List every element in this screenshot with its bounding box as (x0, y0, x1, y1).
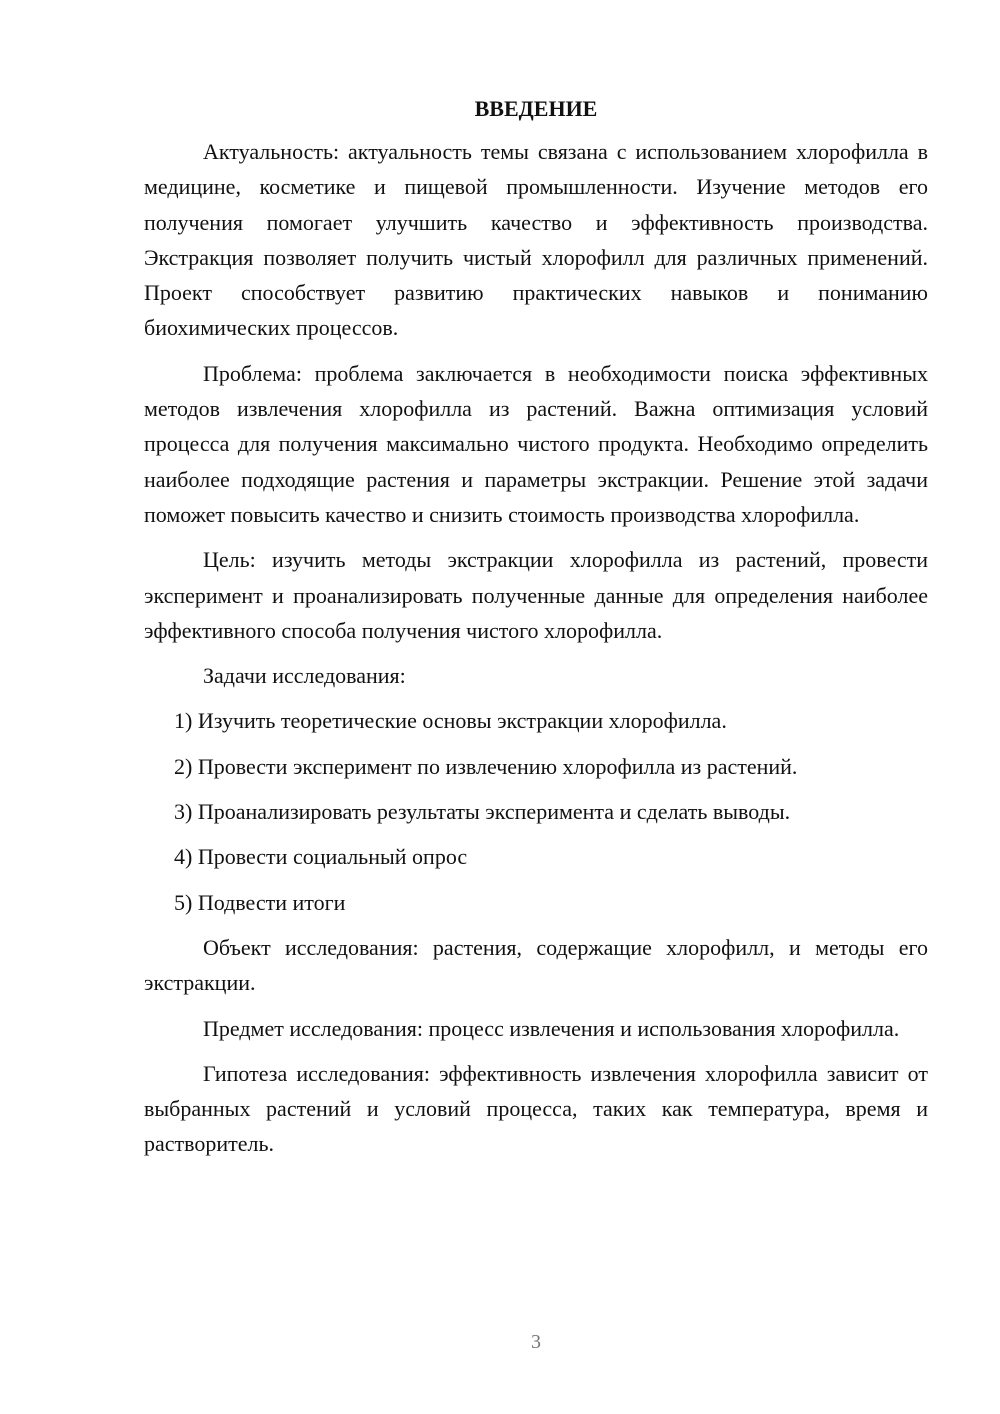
subject-paragraph: Предмет исследования: процесс извлечения и использования хлорофилла. (203, 1015, 900, 1041)
object-paragraph: Объект исследования: растения, содержащие хлорофилл, и методы его экстракции. (144, 934, 928, 996)
goal-paragraph: Цель: изучить методы экстракции хлорофилла из растений, провести эксперимент и проанализировать полученные данные для определения наиболее эффективного способа получения чистого хлорофилла. (144, 547, 928, 643)
page-number: 3 (531, 1331, 541, 1353)
hypothesis-paragraph: Гипотеза исследования: эффективность извлечения хлорофилла зависит от выбранных растений и условий процесса, таких как температура, время и растворитель. (144, 1060, 928, 1157)
section-heading: ВВЕДЕНИЕ (474, 96, 598, 121)
tasks-title: Задачи исследования: (203, 663, 406, 689)
document-page (144, 92, 928, 1172)
task-item-1: 1) Изучить теоретические основы экстракции хлорофилла. (174, 708, 727, 734)
task-item-3: 3) Проанализировать результаты эксперимента и сделать выводы. (174, 799, 791, 825)
problem-paragraph: Проблема: проблема заключается в необходимости поиска эффективных методов извлечения хлорофилла из растений. Важна оптимизация условий процесса для получения максимально чистого продукта. Необходимо определить наиболее подходящие растения и параметры экстракции. Решение этой задачи поможет повысить качество и снизить стоимость производства хлорофилла. (144, 360, 928, 527)
task-item-2: 2) Провести эксперимент по извлечению хлорофилла из растений. (174, 753, 798, 779)
relevance-paragraph: Актуальность: актуальность темы связана с использованием хлорофилла в медицине, косметике и пищевой промышленности. Изучение методов его получения помогает улучшить качество и эффективность производства. Экстракция позволяет получить чистый хлорофилл для различных применений. Проект способствует развитию практических навыков и пониманию биохимических процессов. (144, 139, 928, 341)
task-item-5: 5) Подвести итоги (174, 889, 346, 915)
task-item-4: 4) Провести социальный опрос (174, 844, 468, 870)
